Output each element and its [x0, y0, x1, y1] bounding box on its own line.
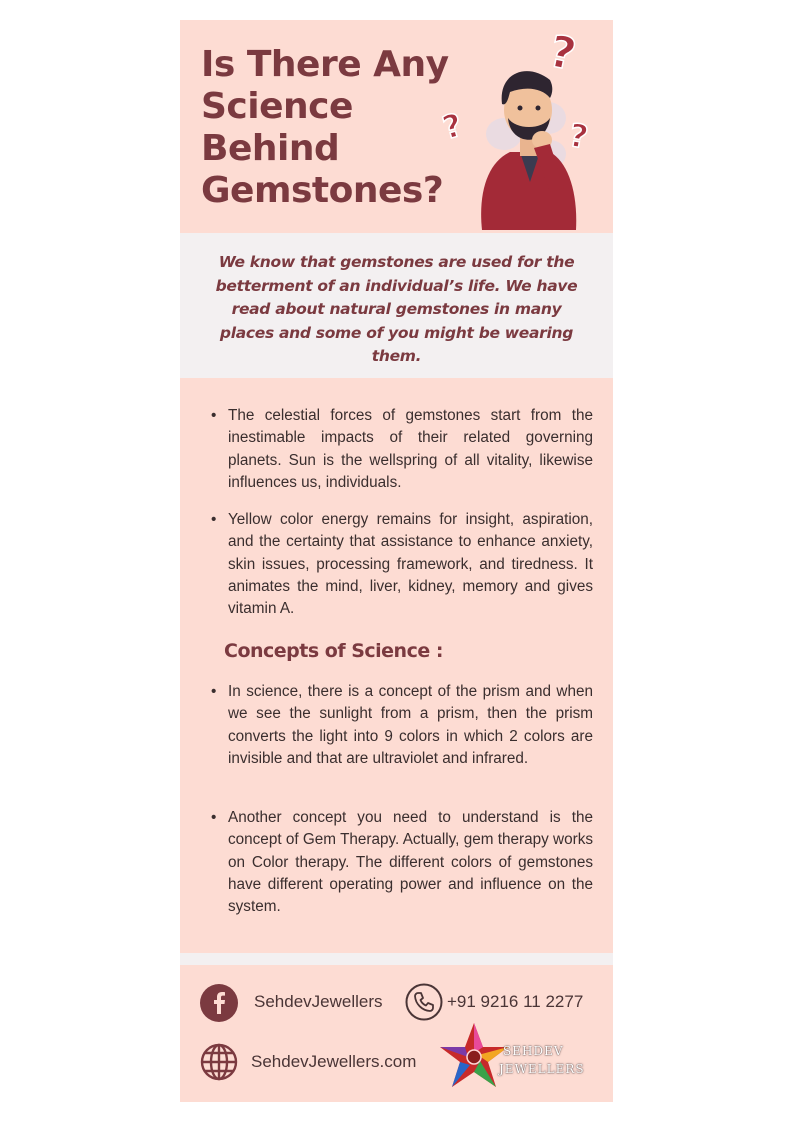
globe-icon	[200, 1043, 238, 1081]
contact-footer	[180, 965, 613, 1102]
page-title: Is There Any Science Behind Gemstones?	[201, 44, 449, 211]
divider	[180, 953, 613, 965]
svg-text:?: ?	[544, 25, 581, 82]
logo-text-jewellers: JEWELLERS	[499, 1062, 585, 1076]
bullet-item: • Another concept you need to understand is the concept of Gem Therapy. Actually, gem therapy works on Color therapy. The different colors of gemstones have different operating power and influence on the system.	[228, 807, 593, 918]
facebook-icon[interactable]	[200, 984, 238, 1022]
bullet-item: • The celestial forces of gemstones start from the inestimable impacts of their related governing planets. Sun is the wellspring of all vitality, likewise influences us, individuals.	[228, 405, 593, 494]
intro-text: We know that gemstones are used for the betterment of an individual’s life. We have read about natural gemstones in many places and some of you might be wearing them.	[215, 253, 578, 365]
star-logo	[438, 1021, 510, 1091]
logo-text-sehdev: SEHDEV	[503, 1044, 564, 1058]
section-heading: Concepts of Science :	[224, 640, 443, 662]
svg-text:?: ?	[566, 115, 592, 157]
content-panel	[180, 378, 613, 953]
bullet-item: • Yellow color energy remains for insight, aspiration, and the certainty that assistance to enhance anxiety, skin issues, processing framework, and tiredness. It animates the mind, liver, kidney, memory and gives vitamin A.	[228, 509, 593, 620]
phone-number[interactable]: +91 9216 11 2277	[447, 992, 584, 1011]
thinking-man-illustration	[438, 22, 608, 230]
website-link[interactable]: SehdevJewellers.com	[251, 1052, 417, 1071]
svg-text:?: ?	[438, 105, 467, 148]
bullet-item: • In science, there is a concept of the prism and when we see the sunlight from a prism, then the prism converts the light into 9 colors in which 2 colors are invisible and that are ultraviolet and infrared.	[228, 681, 593, 770]
intro-panel	[180, 233, 613, 378]
header	[180, 20, 613, 233]
flyer	[180, 20, 613, 1102]
phone-icon[interactable]	[405, 983, 443, 1021]
facebook-handle[interactable]: SehdevJewellers	[254, 992, 383, 1011]
